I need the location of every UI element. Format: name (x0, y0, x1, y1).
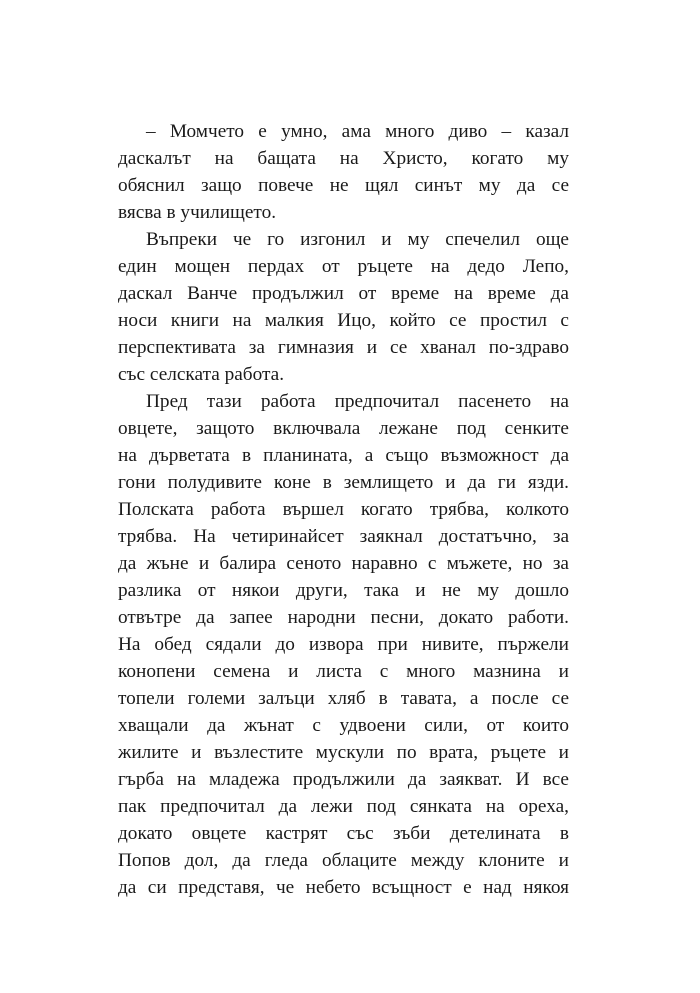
text-line: обяснил защо повече не щял синът му да се (118, 175, 569, 196)
text-line: със селската работа. (118, 364, 285, 385)
text-line: гони полудивите коне в землището и да ги язди. (118, 472, 569, 493)
text-line: разлика от някои други, така и не му дошло (118, 580, 569, 601)
text-line: жилите и възлестите мускули по врата, ръцете и (118, 742, 569, 763)
text-line: пак предпочитал да лежи под сянката на ореха, (118, 796, 569, 817)
text-line: топели големи залъци хляб в тавата, а после се (118, 688, 569, 709)
text-line: даскалът на бащата на Христо, когато му (118, 148, 569, 169)
text-line: перспективата за гимназия и се хванал по-здраво (118, 337, 569, 358)
text-line: конопени семена и листа с много мазнина и (118, 661, 569, 682)
text-line: Полската работа вършел когато трябва, колкото (118, 499, 569, 520)
text-line: трябва. На четиринайсет заякнал достатъчно, за (118, 526, 569, 547)
text-line: Попов дол, да гледа облаците между клоните и (118, 850, 569, 871)
body-text (118, 118, 569, 901)
text-line: да жъне и балира сеното наравно с мъжете, но за (118, 553, 569, 574)
text-line: да си представя, че небето всъщност е над някоя (118, 877, 569, 898)
paragraph-1 (118, 118, 569, 226)
text-line: овцете, защото включвала лежане под сенките (118, 418, 569, 439)
text-line: На обед сядали до извора при нивите, пържели (118, 634, 569, 655)
text-line: носи книги на малкия Ицо, който се простил с (118, 310, 569, 331)
text-line: хващали да жънат с удвоени сили, от които (118, 715, 569, 736)
text-line: на дърветата в планината, а също възможност да (118, 445, 569, 466)
paragraph-2 (118, 226, 569, 388)
paragraph-3 (118, 388, 569, 901)
text-line: – Момчето е умно, ама много диво – казал (146, 121, 569, 142)
text-line: Въпреки че го изгонил и му спечелил още (146, 229, 569, 250)
text-line: докато овцете кастрят със зъби детелината в (118, 823, 569, 844)
text-line: Пред тази работа предпочитал пасенето на (146, 391, 569, 412)
text-line: един мощен пердах от ръцете на дедо Лепо, (118, 256, 569, 277)
text-line: вясва в училището. (118, 202, 277, 223)
text-line: отвътре да запее народни песни, докато работи. (118, 607, 569, 628)
text-line: даскал Ванче продължил от време на време да (118, 283, 569, 304)
text-line: гърба на младежа продължили да заякват. И все (118, 769, 569, 790)
